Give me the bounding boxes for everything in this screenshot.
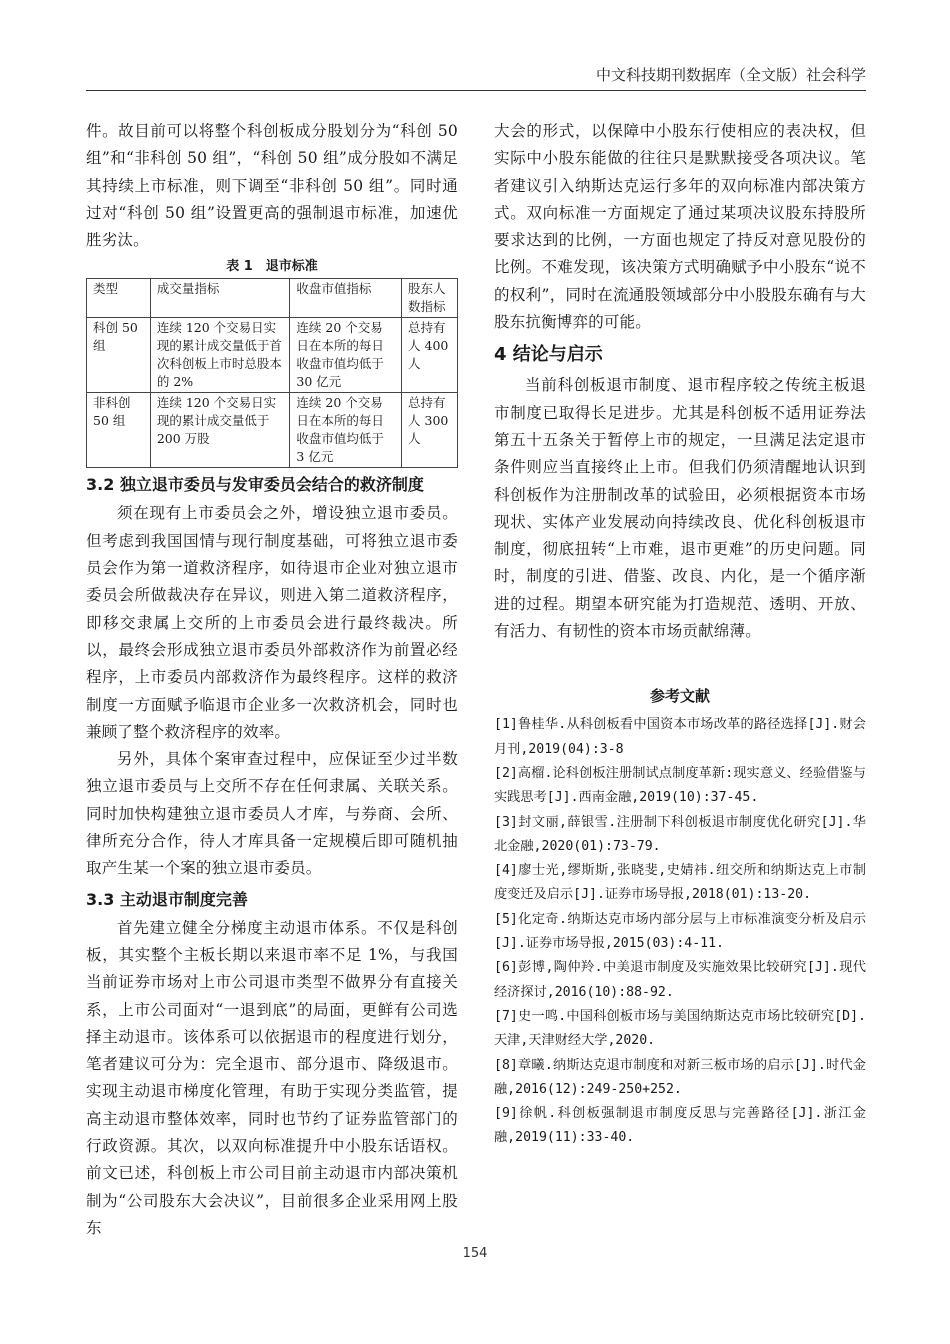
reference-item: [2]高榴.论科创板注册制试点制度革新:现实意义、经验借鉴与实践思考[J].西南金融,2019(10):37-45. [494,765,866,806]
table-header-cell: 成交量指标 [150,279,290,318]
table-cell: 连续 120 个交易日实现的累计成交量低于 200 万股 [150,393,290,468]
paragraph: 另外，具体个案审查过程中，应保证至少过半数独立退市委员与上交所不存在任何隶属、关联关系。同时加快构建独立退市委员人才库，与券商、会所、律所充分合作，待人才库具备一定规模后即可随机抽取产生某一个案的独立退市委员。 [86,750,458,878]
paragraph: 须在现有上市委员会之外，增设独立退市委员。但考虑到我国国情与现行制度基础，可将独立退市委员会作为第一道救济程序，如待退市企业对独立退市委员会所做裁决存在异议，则进入第二道救济程序，即移交隶属上交所的上市委员会进行最终裁决。所以，最终会形成独立退市委员外部救济作为前置必经程序，上市委员内部救济作为最终程序。这样的救济制度一方面赋予临退市企业多一次救济机会，同时也兼顾了整个救济程序的效率。 [86,504,458,741]
reference-item: [7]史一鸣.中国科创板市场与美国纳斯达克市场比较研究[D].天津,天津财经大学,2020. [494,1008,866,1049]
table-cell: 科创 50 组 [87,318,151,393]
right-column [494,118,866,1151]
reference-item: [5]化定奇.纳斯达克市场内部分层与上市标准演变分析及启示[J].证券市场导报,2015(03):4-11. [494,911,866,952]
table-cell: 总持有人 400 人 [402,318,458,393]
paragraph: 首先建立健全分梯度主动退市体系。不仅是科创板，其实整个主板长期以来退市率不足 1%，与我国当前证券市场对上市公司退市类型不做界分有直接关系，上市公司面对“一退到底”的局面，更鲜有公司选择主动退市。该体系可以依据退市的程度进行划分，笔者建议可分为：完全退市、部分退市、降级退市。实现主动退市梯度化管理，有助于实现分类监管，提高主动退市整体效率，同时也节约了证券监管部门的行政资源。其次，以双向标准提升中小股东话语权。前文已述，科创板上市公司目前主动退市内部决策机制为“公司股东大会决议”，目前很多企业采用网上股东 [86,918,458,1237]
reference-item: [3]封文丽,薛银雪.注册制下科创板退市制度优化研究[J].华北金融,2020(01):73-79. [494,814,866,854]
table-row [87,393,458,468]
delisting-standards-table [86,278,458,468]
section-heading-4: 4 结论与启示 [494,344,603,366]
page-number: 154 [462,1246,488,1261]
table-cell: 连续 120 个交易日实现的累计成交量低于首次科创板上市时总股本的 2% [150,318,290,393]
running-header [86,64,866,91]
table-cell: 总持有人 300 人 [402,393,458,468]
table-row [87,318,458,393]
reference-item: [8]章曦.纳斯达克退市制度和对新三板市场的启示[J].时代金融,2016(12):249-250+252. [494,1057,866,1097]
table-header-cell: 收盘市值指标 [290,279,402,318]
table-cell: 连续 20 个交易日在本所的每日收盘市值均低于 3 亿元 [290,393,402,468]
table-header-row [87,279,458,318]
table-header-cell: 类型 [87,279,151,318]
intro-paragraph: 件。故目前可以将整个科创板成分股划分为“科创 50 组”和“非科创 50 组”，“科创 50 组”成分股如不满足其持续上市标准，则下调至“非科创 50 组”。同时通过对“科创 50 组”设置更高的强制退市标准，加速优胜劣汰。 [86,122,458,250]
paragraph: 当前科创板退市制度、退市程序较之传统主板退市制度已取得长足进步。尤其是科创板不适用证券法第五十五条关于暂停上市的规定，一旦满足法定退市条件则应当直接终止上市。但我们仍须清醒地认识到科创板作为注册制改革的试验田，必须根据资本市场现状、实体产业发展动向持续改良、优化科创板退市制度，彻底扭转“上市难，退市更难”的历史问题。同时，制度的引进、借鉴、改良、内化，是一个循序渐进的过程。期望本研究能为打造规范、透明、开放、有活力、有韧性的资本市场贡献绵薄。 [494,376,866,641]
table-caption: 表 1 退市标准 [226,259,318,275]
left-column [86,118,458,1242]
journal-title: 中文科技期刊数据库（全文版）社会科学 [595,66,866,84]
continued-paragraph: 大会的形式，以保障中小股东行使相应的表决权，但实际中小股东能做的往往只是默默接受各项决议。笔者建议引入纳斯达克运行多年的双向标准内部决策方式。双向标准一方面规定了通过某项决议股东持股所要求达到的比例，一方面也规定了持反对意见股份的比例。不难发现，该决策方式明确赋予中小股东“说不的权利”，同时在流通股领域部分中小股股东确有与大股东抗衡博弈的可能。 [494,122,866,332]
reference-item: [1]鲁桂华.从科创板看中国资本市场改革的路径选择[J].财会月刊,2019(04):3-8 [494,717,866,757]
table-header-cell: 股东人数指标 [402,279,458,318]
reference-item: [9]徐帆.科创板强制退市制度反思与完善路径[J].浙江金融,2019(11):33-40. [494,1106,866,1146]
table-cell: 非科创 50 组 [87,393,151,468]
references-heading: 参考文献 [649,687,710,706]
reference-item: [6]彭博,陶仲羚.中美退市制度及实施效果比较研究[J].现代经济探讨,2016(10):88-92. [494,960,866,1000]
section-heading-3-2: 3.2 独立退市委员与发审委员会结合的救济制度 [86,475,424,495]
reference-item: [4]廖士光,缪斯斯,张晓斐,史婧祎.纽交所和纳斯达克上市制度变迁及启示[J].证券市场导报,2018(01):13-20. [494,863,866,903]
section-heading-3-3: 3.3 主动退市制度完善 [86,889,248,909]
table-cell: 连续 20 个交易日在本所的每日收盘市值均低于 30 亿元 [290,318,402,393]
